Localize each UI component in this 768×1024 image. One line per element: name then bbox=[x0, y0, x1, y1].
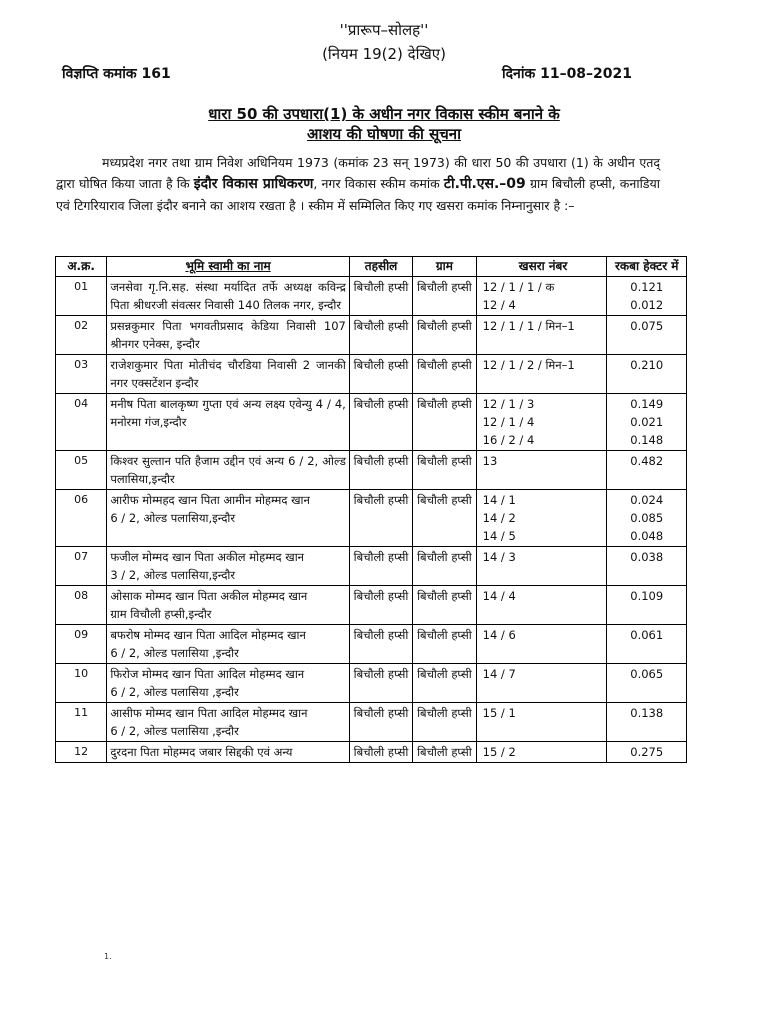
serial-cell: 11 bbox=[56, 703, 107, 742]
tehsil-cell: बिचौली हप्सी bbox=[349, 277, 412, 316]
header-area: रकबा हेक्टर में bbox=[607, 257, 687, 277]
body-part-1: मध्यप्रदेश नगर तथा ग्राम निवेश अधिनियम 1973 (कमांक 23 सन् 1973) की धारा 50 की उपधारा (1) के अधीन एतद् द्वारा घोषित किया जाता है कि bbox=[56, 155, 660, 191]
serial-cell: 02 bbox=[56, 316, 107, 355]
village-cell: बिचौली हप्सी bbox=[413, 277, 476, 316]
owner-line: 6 / 2, ओल्ड पलासिया ,इन्दौर bbox=[110, 724, 239, 738]
khasra-cell bbox=[476, 355, 607, 394]
khasra-number: 14 / 7 bbox=[482, 667, 516, 681]
area-value: 0.149 bbox=[630, 397, 664, 411]
header-serial: अ.क्र. bbox=[56, 257, 107, 277]
table-row bbox=[56, 703, 687, 742]
owner-line: 6 / 2, ओल्ड पलासिया ,इन्दौर bbox=[110, 685, 239, 699]
village-cell: बिचौली हप्सी bbox=[413, 586, 476, 625]
khasra-number: 15 / 2 bbox=[482, 745, 516, 759]
owner-cell bbox=[107, 394, 350, 451]
area-value: 0.148 bbox=[630, 433, 664, 447]
body-part-2: , नगर विकास स्कीम कमांक bbox=[313, 176, 444, 191]
table-row bbox=[56, 451, 687, 490]
area-cell bbox=[607, 586, 687, 625]
owner-cell bbox=[107, 451, 350, 490]
khasra-number: 14 / 3 bbox=[482, 550, 516, 564]
area-value: 0.038 bbox=[630, 550, 664, 564]
khasra-cell bbox=[476, 547, 607, 586]
area-value: 0.024 bbox=[630, 493, 664, 507]
khasra-number: 14 / 4 bbox=[482, 589, 516, 603]
tehsil-cell: बिचौली हप्सी bbox=[349, 664, 412, 703]
owner-line: फिरोज मोम्मद खान पिता आदिल मोहम्मद खान bbox=[110, 667, 305, 681]
table-row bbox=[56, 316, 687, 355]
area-value: 0.482 bbox=[630, 454, 664, 468]
area-cell bbox=[607, 742, 687, 763]
tehsil-cell: बिचौली हप्सी bbox=[349, 451, 412, 490]
header-khasra: खसरा नंबर bbox=[476, 257, 607, 277]
area-value: 0.085 bbox=[630, 511, 664, 525]
serial-cell: 08 bbox=[56, 586, 107, 625]
table-header-row bbox=[56, 257, 687, 277]
area-value: 0.210 bbox=[630, 358, 664, 372]
owner-cell bbox=[107, 277, 350, 316]
serial-cell: 01 bbox=[56, 277, 107, 316]
notice-body bbox=[56, 152, 660, 216]
header-village: ग्राम bbox=[413, 257, 476, 277]
owner-cell bbox=[107, 547, 350, 586]
owner-line: किश्वर सुल्तान पति हैजाम उद्दीन एवं अन्य 6 / 2, ओल्ड पलासिया,इन्दौर bbox=[110, 454, 346, 486]
khasra-cell bbox=[476, 490, 607, 547]
area-cell bbox=[607, 703, 687, 742]
table-row bbox=[56, 664, 687, 703]
area-cell bbox=[607, 355, 687, 394]
table-row bbox=[56, 742, 687, 763]
owner-line: जनसेवा गृ.नि.सह. संस्था मर्यादित तर्फे अध्यक्ष कविन्द्र पिता श्रीधरजी संवत्सर निवासी 140 तिलक नगर, इन्दौर bbox=[110, 280, 346, 312]
khasra-number: 12 / 1 / 1 / क bbox=[482, 280, 555, 294]
owner-line: फजील मोम्मद खान पिता अकील मोहम्मद खान bbox=[110, 550, 305, 564]
area-cell bbox=[607, 490, 687, 547]
serial-cell: 12 bbox=[56, 742, 107, 763]
area-value: 0.109 bbox=[630, 589, 664, 603]
tehsil-cell: बिचौली हप्सी bbox=[349, 316, 412, 355]
owner-cell bbox=[107, 625, 350, 664]
tehsil-cell: बिचौली हप्सी bbox=[349, 742, 412, 763]
village-cell: बिचौली हप्सी bbox=[413, 451, 476, 490]
table-body bbox=[56, 277, 687, 763]
serial-cell: 05 bbox=[56, 451, 107, 490]
khasra-number: 12 / 1 / 1 / मिन–1 bbox=[482, 319, 575, 333]
serial-cell: 03 bbox=[56, 355, 107, 394]
khasra-number: 16 / 2 / 4 bbox=[482, 433, 535, 447]
subject-heading bbox=[0, 104, 768, 144]
tehsil-cell: बिचौली हप्सी bbox=[349, 625, 412, 664]
owner-line: ओसाक मोम्मद खान पिता अकील मोहम्मद खान bbox=[110, 589, 308, 603]
owner-cell bbox=[107, 316, 350, 355]
header-tehsil: तहसील bbox=[349, 257, 412, 277]
owner-cell bbox=[107, 586, 350, 625]
tehsil-cell: बिचौली हप्सी bbox=[349, 586, 412, 625]
area-cell bbox=[607, 277, 687, 316]
rule-reference: (नियम 19(2) देखिए) bbox=[322, 45, 446, 63]
form-title: ''प्रारूप–सोलह'' bbox=[339, 21, 429, 39]
area-value: 0.138 bbox=[630, 706, 664, 720]
serial-cell: 06 bbox=[56, 490, 107, 547]
serial-cell: 09 bbox=[56, 625, 107, 664]
owner-line: ग्राम विचौली हप्सी,इन्दौर bbox=[110, 607, 212, 621]
owner-line: दुरदना पिता मोहम्मद जबार सिद्दकी एवं अन्य bbox=[110, 745, 293, 759]
village-cell: बिचौली हप्सी bbox=[413, 742, 476, 763]
area-cell bbox=[607, 625, 687, 664]
village-cell: बिचौली हप्सी bbox=[413, 625, 476, 664]
area-cell bbox=[607, 394, 687, 451]
notice-number: विज्ञप्ति कमांक 161 bbox=[62, 66, 171, 82]
village-cell: बिचौली हप्सी bbox=[413, 664, 476, 703]
serial-cell: 10 bbox=[56, 664, 107, 703]
village-cell: बिचौली हप्सी bbox=[413, 490, 476, 547]
khasra-cell bbox=[476, 703, 607, 742]
owner-line: 3 / 2, ओल्ड पलासिया,इन्दौर bbox=[110, 568, 236, 582]
village-cell: बिचौली हप्सी bbox=[413, 316, 476, 355]
subject-line-2: आशय की घोषणा की सूचना bbox=[307, 125, 461, 143]
khasra-cell bbox=[476, 625, 607, 664]
owner-line: राजेशकुमार पिता मोतीचंद चौरडिया निवासी 2 जानकी नगर एक्सटेंशन इन्दौर bbox=[110, 358, 346, 390]
table-row bbox=[56, 490, 687, 547]
village-cell: बिचौली हप्सी bbox=[413, 355, 476, 394]
village-cell: बिचौली हप्सी bbox=[413, 547, 476, 586]
khasra-number: 14 / 6 bbox=[482, 628, 516, 642]
owner-line: मनीष पिता बालकृष्ण गुप्ता एवं अन्य लक्ष्य एवेन्यु 4 / 4, मनोरमा गंज,इन्दौर bbox=[110, 397, 346, 429]
khasra-cell bbox=[476, 742, 607, 763]
khasra-cell bbox=[476, 316, 607, 355]
area-cell bbox=[607, 316, 687, 355]
footnote-mark: 1. bbox=[104, 952, 112, 961]
header-owner bbox=[107, 257, 350, 277]
khasra-number: 15 / 1 bbox=[482, 706, 516, 720]
area-value: 0.048 bbox=[630, 529, 664, 543]
village-cell: बिचौली हप्सी bbox=[413, 703, 476, 742]
village-cell: बिचौली हप्सी bbox=[413, 394, 476, 451]
table-row bbox=[56, 355, 687, 394]
table-row bbox=[56, 394, 687, 451]
khasra-cell bbox=[476, 586, 607, 625]
owner-cell bbox=[107, 664, 350, 703]
khasra-number: 13 bbox=[482, 454, 498, 468]
owner-line: 6 / 2, ओल्ड पलासिया ,इन्दौर bbox=[110, 646, 239, 660]
khasra-cell bbox=[476, 394, 607, 451]
owner-line: प्रसन्नकुमार पिता भगवतीप्रसाद केडिया निवासी 107 श्रीनगर एनेक्स, इन्दौर bbox=[110, 319, 346, 351]
khasra-number: 12 / 1 / 4 bbox=[482, 415, 535, 429]
khasra-cell bbox=[476, 451, 607, 490]
area-cell bbox=[607, 451, 687, 490]
header-owner-label: भूमि स्वामी का नाम bbox=[185, 259, 271, 273]
serial-cell: 07 bbox=[56, 547, 107, 586]
khasra-number: 14 / 1 bbox=[482, 493, 516, 507]
khasra-cell bbox=[476, 664, 607, 703]
area-value: 0.275 bbox=[630, 745, 664, 759]
area-cell bbox=[607, 664, 687, 703]
table-row bbox=[56, 547, 687, 586]
table-row bbox=[56, 625, 687, 664]
owner-cell bbox=[107, 490, 350, 547]
khasra-table bbox=[55, 256, 687, 763]
owner-cell bbox=[107, 742, 350, 763]
khasra-number: 14 / 5 bbox=[482, 529, 516, 543]
owner-line: आसीफ मोम्मद खान पिता आदिल मोहम्मद खान bbox=[110, 706, 308, 720]
body-part-3: ग्राम बिचौली हप्सी, कनाडिया एवं टिगरियाराव जिला इंदौर बनाने का आशय रखता है । स्कीम में सम्मिलित किए गए खसरा कमांक निम्नानुसार है :– bbox=[56, 176, 660, 213]
area-value: 0.021 bbox=[630, 415, 664, 429]
area-value: 0.075 bbox=[630, 319, 664, 333]
owner-cell bbox=[107, 703, 350, 742]
area-value: 0.065 bbox=[630, 667, 664, 681]
khasra-number: 14 / 2 bbox=[482, 511, 516, 525]
serial-cell: 04 bbox=[56, 394, 107, 451]
notice-date: दिनांक 11–08–2021 bbox=[502, 66, 633, 82]
owner-cell bbox=[107, 355, 350, 394]
tehsil-cell: बिचौली हप्सी bbox=[349, 355, 412, 394]
area-value: 0.012 bbox=[630, 298, 664, 312]
area-value: 0.121 bbox=[630, 280, 664, 294]
owner-line: आरीफ मोम्महद खान पिता आमीन मोहम्मद खान bbox=[110, 493, 310, 507]
tehsil-cell: बिचौली हप्सी bbox=[349, 394, 412, 451]
subject-line-1: धारा 50 की उपधारा(1) के अधीन नगर विकास स्कीम बनाने के bbox=[208, 105, 560, 123]
scheme-number: टी.पी.एस.–09 bbox=[443, 176, 526, 192]
tehsil-cell: बिचौली हप्सी bbox=[349, 703, 412, 742]
owner-line: बफरोष मोम्मद खान पिता आदिल मोहम्मद खान bbox=[110, 628, 306, 642]
table-row bbox=[56, 277, 687, 316]
owner-line: 6 / 2, ओल्ड पलासिया,इन्दौर bbox=[110, 511, 236, 525]
authority-name: इंदौर विकास प्राधिकरण bbox=[193, 176, 314, 192]
tehsil-cell: बिचौली हप्सी bbox=[349, 547, 412, 586]
area-cell bbox=[607, 547, 687, 586]
khasra-number: 12 / 1 / 2 / मिन–1 bbox=[482, 358, 575, 372]
khasra-number: 12 / 4 bbox=[482, 298, 516, 312]
tehsil-cell: बिचौली हप्सी bbox=[349, 490, 412, 547]
khasra-cell bbox=[476, 277, 607, 316]
table-row bbox=[56, 586, 687, 625]
khasra-number: 12 / 1 / 3 bbox=[482, 397, 535, 411]
area-value: 0.061 bbox=[630, 628, 664, 642]
